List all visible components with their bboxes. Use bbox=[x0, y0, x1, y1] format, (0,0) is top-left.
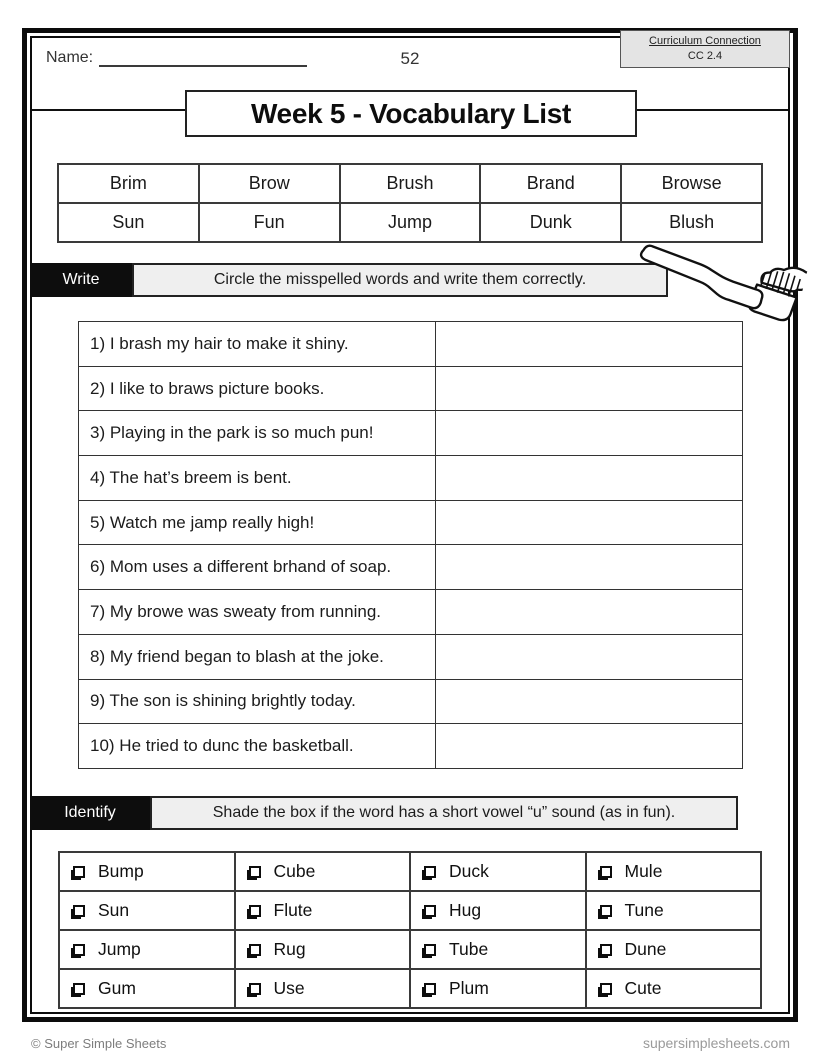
sentence-cell: 8) My friend began to blash at the joke. bbox=[79, 634, 436, 679]
checkbox-word-label: Tune bbox=[624, 900, 664, 920]
checkbox-cell[interactable] bbox=[59, 852, 235, 891]
page-number: 52 bbox=[400, 49, 420, 68]
checkbox-cell[interactable] bbox=[586, 930, 762, 969]
answer-cell[interactable] bbox=[436, 634, 743, 679]
answer-cell[interactable] bbox=[436, 366, 743, 411]
checkbox-cell[interactable] bbox=[586, 891, 762, 930]
sentence-cell: 9) The son is shining brightly today. bbox=[79, 679, 436, 724]
checkbox-cell[interactable] bbox=[235, 852, 411, 891]
checkbox-word-label: Rug bbox=[273, 939, 306, 959]
checkbox-icon[interactable] bbox=[73, 944, 85, 956]
page-title: Week 5 - Vocabulary List bbox=[250, 97, 572, 129]
checkbox-word-label: Tube bbox=[449, 939, 489, 959]
vocab-cell: Jump bbox=[340, 203, 481, 242]
checkbox-icon[interactable] bbox=[424, 866, 436, 878]
checkbox-cell[interactable] bbox=[410, 930, 586, 969]
vocab-cell: Sun bbox=[58, 203, 199, 242]
curriculum-badge-title: Curriculum Connection bbox=[649, 35, 761, 48]
checkbox-cell[interactable] bbox=[586, 852, 762, 891]
sentence-row bbox=[79, 500, 743, 545]
identify-section-label: Identify bbox=[30, 796, 150, 830]
identify-instruction: Shade the box if the word has a short vowel “u” sound (as in fun). bbox=[150, 796, 738, 830]
sentence-row bbox=[79, 366, 743, 411]
sentence-row bbox=[79, 634, 743, 679]
checkbox-cell[interactable] bbox=[59, 969, 235, 1008]
name-blank-line[interactable] bbox=[99, 50, 307, 67]
sentence-cell: 6) Mom uses a different brhand of soap. bbox=[79, 545, 436, 590]
checkbox-word-label: Jump bbox=[98, 939, 141, 959]
checkbox-row bbox=[59, 891, 761, 930]
sentence-cell: 10) He tried to dunc the basketball. bbox=[79, 724, 436, 769]
checkbox-row bbox=[59, 852, 761, 891]
answer-cell[interactable] bbox=[436, 590, 743, 635]
answer-cell[interactable] bbox=[436, 456, 743, 501]
checkbox-grid bbox=[58, 851, 762, 1009]
checkbox-word-label: Mule bbox=[624, 861, 663, 881]
checkbox-cell[interactable] bbox=[235, 891, 411, 930]
identify-section-header bbox=[30, 796, 738, 830]
checkbox-word-label: Cute bbox=[624, 978, 662, 998]
sentence-row bbox=[79, 322, 743, 367]
answer-cell[interactable] bbox=[436, 322, 743, 367]
checkbox-cell[interactable] bbox=[59, 891, 235, 930]
footer-copyright: © Super Simple Sheets bbox=[31, 1036, 167, 1051]
sentence-cell: 2) I like to braws picture books. bbox=[79, 366, 436, 411]
checkbox-icon[interactable] bbox=[249, 866, 261, 878]
footer-website: supersimpleshеets.com bbox=[642, 1035, 790, 1051]
answer-cell[interactable] bbox=[436, 724, 743, 769]
checkbox-icon[interactable] bbox=[600, 944, 612, 956]
sentence-row bbox=[79, 456, 743, 501]
checkbox-word-label: Gum bbox=[98, 978, 136, 998]
checkbox-cell[interactable] bbox=[410, 891, 586, 930]
write-section-header bbox=[30, 263, 668, 297]
checkbox-cell[interactable] bbox=[410, 852, 586, 891]
sentence-cell: 5) Watch me jamp really high! bbox=[79, 500, 436, 545]
vocab-cell: Brow bbox=[199, 164, 340, 203]
checkbox-word-label: Sun bbox=[98, 900, 130, 920]
checkbox-word-label: Plum bbox=[449, 978, 489, 998]
checkbox-icon[interactable] bbox=[73, 905, 85, 917]
checkbox-word-label: Flute bbox=[273, 900, 313, 920]
checkbox-word-label: Bump bbox=[98, 861, 144, 881]
write-section-label: Write bbox=[30, 263, 132, 297]
checkbox-icon[interactable] bbox=[73, 866, 85, 878]
answer-cell[interactable] bbox=[436, 500, 743, 545]
checkbox-icon[interactable] bbox=[249, 944, 261, 956]
answer-cell[interactable] bbox=[436, 545, 743, 590]
checkbox-cell[interactable] bbox=[59, 930, 235, 969]
checkbox-icon[interactable] bbox=[424, 983, 436, 995]
answer-cell[interactable] bbox=[436, 679, 743, 724]
checkbox-icon[interactable] bbox=[600, 905, 612, 917]
checkbox-icon[interactable] bbox=[600, 983, 612, 995]
vocab-row bbox=[58, 164, 762, 203]
checkbox-icon[interactable] bbox=[249, 905, 261, 917]
checkbox-icon[interactable] bbox=[424, 905, 436, 917]
sentence-cell: 7) My browe was sweaty from running. bbox=[79, 590, 436, 635]
checkbox-word-label: Use bbox=[273, 978, 305, 998]
checkbox-row bbox=[59, 969, 761, 1008]
sentence-row bbox=[79, 545, 743, 590]
curriculum-badge bbox=[620, 30, 790, 68]
write-instruction: Circle the misspelled words and write them correctly. bbox=[132, 263, 668, 297]
checkbox-word-label: Dune bbox=[624, 939, 667, 959]
sentence-cell: 1) I brash my hair to make it shiny. bbox=[79, 322, 436, 367]
name-row bbox=[46, 49, 307, 67]
title-box bbox=[185, 90, 637, 137]
checkbox-icon[interactable] bbox=[600, 866, 612, 878]
checkbox-icon[interactable] bbox=[73, 983, 85, 995]
vocab-cell: Blush bbox=[621, 203, 762, 242]
checkbox-row bbox=[59, 930, 761, 969]
vocab-cell: Brand bbox=[480, 164, 621, 203]
sentence-row bbox=[79, 679, 743, 724]
sentence-cell: 4) The hat’s breem is bent. bbox=[79, 456, 436, 501]
brush-handle bbox=[635, 244, 768, 310]
checkbox-word-label: Cube bbox=[273, 861, 316, 881]
vocab-cell: Dunk bbox=[480, 203, 621, 242]
name-label: Name: bbox=[46, 49, 94, 66]
curriculum-badge-code: CC 2.4 bbox=[687, 50, 723, 62]
checkbox-cell[interactable] bbox=[586, 969, 762, 1008]
checkbox-word-label: Duck bbox=[449, 861, 489, 881]
checkbox-word-label: Hug bbox=[449, 900, 482, 920]
sentence-row bbox=[79, 590, 743, 635]
sentence-row bbox=[79, 724, 743, 769]
checkbox-cell[interactable] bbox=[235, 930, 411, 969]
checkbox-cell[interactable] bbox=[235, 969, 411, 1008]
checkbox-cell[interactable] bbox=[410, 969, 586, 1008]
checkbox-icon[interactable] bbox=[249, 983, 261, 995]
answer-cell[interactable] bbox=[436, 411, 743, 456]
vocab-cell: Browse bbox=[621, 164, 762, 203]
vocab-cell: Brim bbox=[58, 164, 199, 203]
sentence-row bbox=[79, 411, 743, 456]
sentences-table bbox=[78, 321, 743, 769]
vocab-cell: Fun bbox=[199, 203, 340, 242]
checkbox-icon[interactable] bbox=[424, 944, 436, 956]
sentence-cell: 3) Playing in the park is so much pun! bbox=[79, 411, 436, 456]
vocab-cell: Brush bbox=[340, 164, 481, 203]
